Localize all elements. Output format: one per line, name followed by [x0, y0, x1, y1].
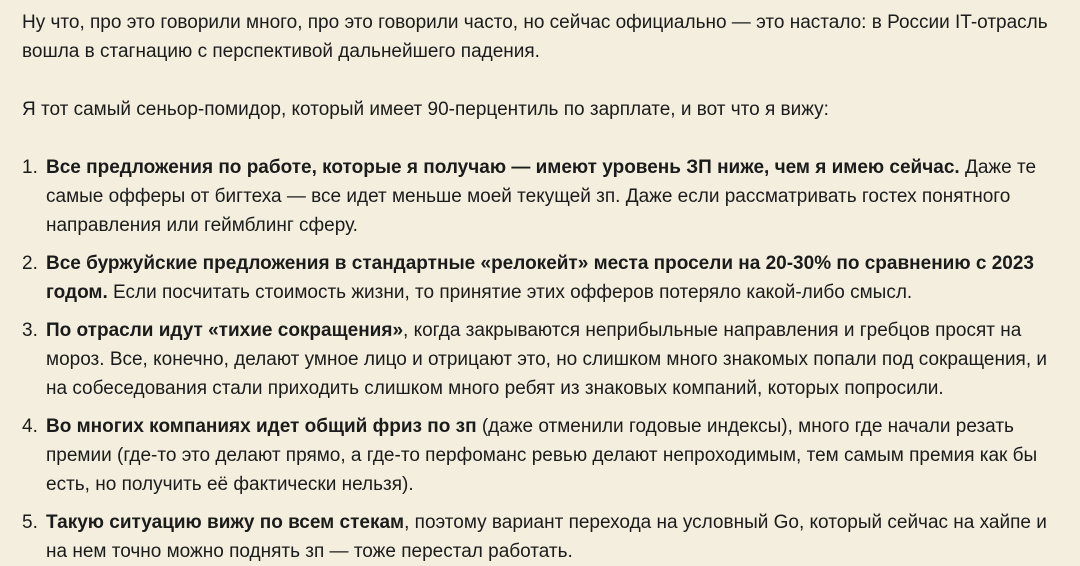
- list-item-text: [46, 412, 1060, 499]
- list-item-rest-text: , когда закрываются неприбыльные направления и гребцов просят на мороз. Все, конечно, делают умное лицо и отрицают это, но слишком много знакомых попали под сокращения, и на собеседования стали приходить слишком много ребят из знаковых компаний, которых попросили.: [46, 320, 1048, 399]
- list-item-number: 1.: [22, 157, 38, 178]
- list-item-rest-text: , поэтому вариант перехода на условный Go, который сейчас на хайпе и на нем точно можно поднять зп — тоже перестал работать.: [46, 512, 1047, 562]
- numbered-list: [22, 153, 1060, 566]
- list-item-text: [46, 316, 1060, 403]
- list-item-text: [46, 508, 1060, 566]
- list-item: [22, 316, 1060, 403]
- list-item: [22, 249, 1060, 307]
- list-item: [22, 508, 1060, 566]
- paragraph-author-note: Я тот самый сеньор-помидор, который имеет 90-перцентиль по зарплате, и вот что я вижу:: [22, 99, 829, 120]
- list-item-text: [46, 249, 1060, 307]
- list-item: [22, 412, 1060, 499]
- list-item: [22, 153, 1060, 240]
- list-item-bold-text: Все предложения по работе, которые я получаю — имеют уровень ЗП ниже, чем я имею сейчас.: [46, 157, 960, 178]
- list-item-rest-text: Если посчитать стоимость жизни, то принятие этих офферов потеряло какой-либо смысл.: [107, 282, 913, 303]
- list-item-number: 5.: [22, 512, 38, 533]
- list-item-text: [46, 153, 1060, 240]
- list-item-bold-text: Такую ситуацию вижу по всем стекам: [46, 512, 405, 533]
- list-item-number: 2.: [22, 253, 38, 274]
- list-item-number: 3.: [22, 320, 38, 341]
- list-item-bold-text: По отрасли идут «тихие сокращения»: [46, 320, 404, 341]
- list-item-number: 4.: [22, 416, 38, 437]
- paragraph-intro: Ну что, про это говорили много, про это говорили часто, но сейчас официально — это настало: в России IT-отрасль вошла в стагнацию с перспективой дальнейшего падения.: [22, 12, 1048, 62]
- list-item-bold-text: Все буржуйские предложения в стандартные «релокейт» места просели на 20-30% по сравнению с 2023 годом.: [46, 253, 1034, 303]
- list-item-bold-text: Во многих компаниях идет общий фриз по зп: [46, 416, 477, 437]
- list-item-rest-text: Даже те самые офферы от бигтеха — все идет меньше моей текущей зп. Даже если рассматривать гостех понятного направления или геймблинг сферу.: [46, 157, 1037, 236]
- list-item-rest-text: (даже отменили годовые индексы), много где начали резать премии (где-то это делают прямо, а где-то перфоманс ревью делают непроходимым, тем самым премия как бы есть, но получить её фактически нельзя).: [46, 416, 1038, 495]
